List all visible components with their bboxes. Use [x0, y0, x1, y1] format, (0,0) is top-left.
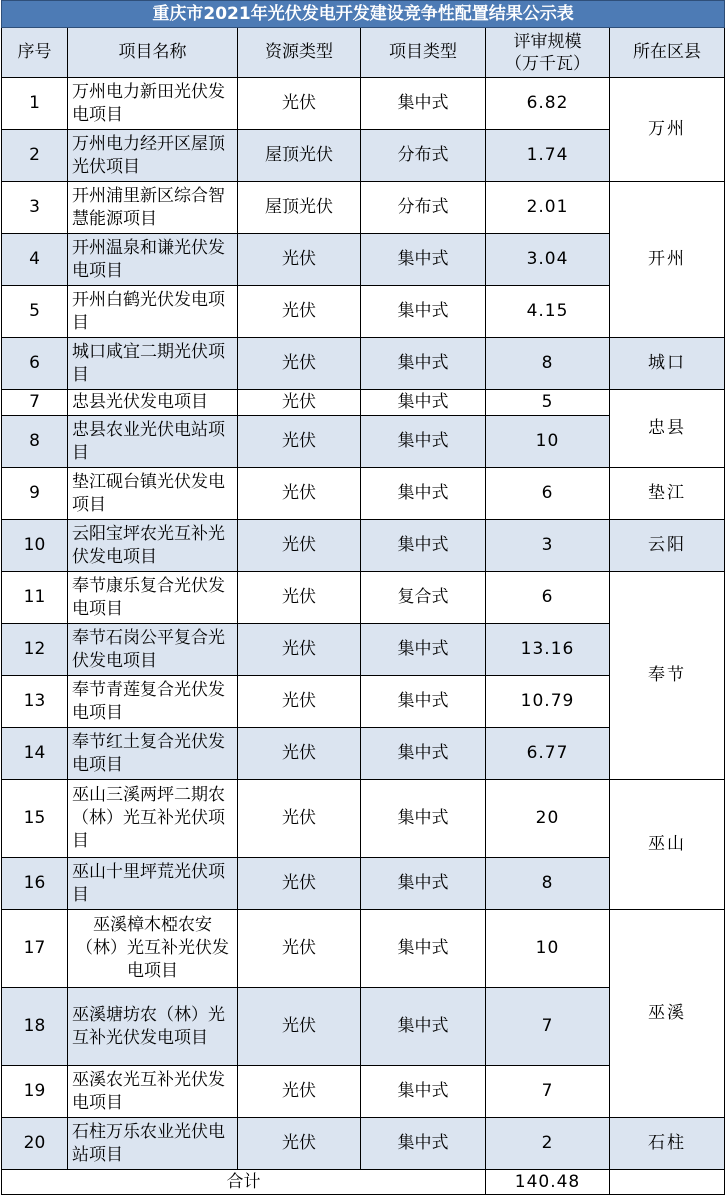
project-type: 集中式 — [361, 78, 486, 130]
project-type: 集中式 — [361, 1066, 486, 1118]
row-number: 2 — [2, 130, 68, 182]
resource-type: 光伏 — [238, 572, 361, 624]
table-row — [2, 338, 725, 390]
header-type: 项目类型 — [361, 28, 486, 78]
resource-type: 光伏 — [238, 390, 361, 416]
resource-type: 光伏 — [238, 910, 361, 988]
project-name: 巫山三溪两坪二期农（林）光互补光伏项目 — [68, 780, 238, 858]
project-name: 巫溪农光互补光伏发电项目 — [68, 1066, 238, 1118]
project-type: 集中式 — [361, 390, 486, 416]
table-row — [2, 182, 725, 234]
district-cell: 垫江 — [610, 468, 725, 520]
project-type: 集中式 — [361, 286, 486, 338]
project-type: 集中式 — [361, 234, 486, 286]
row-number: 1 — [2, 78, 68, 130]
project-name: 开州白鹤光伏发电项目 — [68, 286, 238, 338]
project-name: 巫溪樟木椏农安（林）光互补光伏发电项目 — [68, 910, 238, 988]
project-name: 奉节青莲复合光伏发电项目 — [68, 676, 238, 728]
resource-type: 光伏 — [238, 338, 361, 390]
row-number: 6 — [2, 338, 68, 390]
review-scale: 10 — [486, 910, 610, 988]
resource-type: 光伏 — [238, 988, 361, 1066]
resource-type: 光伏 — [238, 676, 361, 728]
resource-type: 光伏 — [238, 780, 361, 858]
row-number: 13 — [2, 676, 68, 728]
project-type: 集中式 — [361, 780, 486, 858]
table-row — [2, 78, 725, 130]
project-type: 集中式 — [361, 676, 486, 728]
row-number: 7 — [2, 390, 68, 416]
resource-type: 光伏 — [238, 468, 361, 520]
project-name: 忠县光伏发电项目 — [68, 390, 238, 416]
table-row — [2, 910, 725, 988]
table-row — [2, 520, 725, 572]
district-cell: 万州 — [610, 78, 725, 182]
header-district: 所在区县 — [610, 28, 725, 78]
resource-type: 光伏 — [238, 728, 361, 780]
table-row — [2, 1118, 725, 1170]
result-table-wrapper — [1, 0, 724, 1195]
review-scale: 5 — [486, 390, 610, 416]
row-number: 3 — [2, 182, 68, 234]
district-cell: 石柱 — [610, 1118, 725, 1170]
project-name: 云阳宝坪农光互补光伏发电项目 — [68, 520, 238, 572]
project-type: 集中式 — [361, 728, 486, 780]
review-scale: 2.01 — [486, 182, 610, 234]
project-type: 复合式 — [361, 572, 486, 624]
project-type: 集中式 — [361, 624, 486, 676]
review-scale: 20 — [486, 780, 610, 858]
project-name: 巫山十里坪荒光伏项目 — [68, 858, 238, 910]
review-scale: 10 — [486, 416, 610, 468]
row-number: 18 — [2, 988, 68, 1066]
row-number: 17 — [2, 910, 68, 988]
row-number: 8 — [2, 416, 68, 468]
row-number: 11 — [2, 572, 68, 624]
table-row — [2, 390, 725, 416]
district-cell: 云阳 — [610, 520, 725, 572]
project-type: 集中式 — [361, 858, 486, 910]
district-cell: 忠县 — [610, 390, 725, 468]
project-name: 奉节石岗公平复合光伏发电项目 — [68, 624, 238, 676]
project-name: 万州电力新田光伏发电项目 — [68, 78, 238, 130]
row-number: 5 — [2, 286, 68, 338]
header-no: 序号 — [2, 28, 68, 78]
row-number: 10 — [2, 520, 68, 572]
resource-type: 光伏 — [238, 78, 361, 130]
review-scale: 8 — [486, 338, 610, 390]
header-name: 项目名称 — [68, 28, 238, 78]
resource-type: 光伏 — [238, 858, 361, 910]
review-scale: 6 — [486, 572, 610, 624]
project-type: 集中式 — [361, 1118, 486, 1170]
resource-type: 光伏 — [238, 1066, 361, 1118]
total-value: 140.48 — [486, 1170, 610, 1195]
row-number: 16 — [2, 858, 68, 910]
total-row — [2, 1170, 725, 1195]
project-name: 巫溪塘坊农（林）光互补光伏发电项目 — [68, 988, 238, 1066]
project-type: 集中式 — [361, 416, 486, 468]
project-name: 垫江砚台镇光伏发电项目 — [68, 468, 238, 520]
table-row — [2, 468, 725, 520]
resource-type: 屋顶光伏 — [238, 130, 361, 182]
project-type: 分布式 — [361, 130, 486, 182]
project-name: 城口咸宜二期光伏项目 — [68, 338, 238, 390]
review-scale: 1.74 — [486, 130, 610, 182]
review-scale: 10.79 — [486, 676, 610, 728]
review-scale: 2 — [486, 1118, 610, 1170]
project-name: 奉节红土复合光伏发电项目 — [68, 728, 238, 780]
review-scale: 7 — [486, 988, 610, 1066]
row-number: 20 — [2, 1118, 68, 1170]
resource-type: 屋顶光伏 — [238, 182, 361, 234]
header-row — [2, 28, 725, 78]
header-resource: 资源类型 — [238, 28, 361, 78]
total-label: 合计 — [2, 1170, 486, 1195]
district-cell: 城口 — [610, 338, 725, 390]
project-type: 分布式 — [361, 182, 486, 234]
resource-type: 光伏 — [238, 624, 361, 676]
resource-type: 光伏 — [238, 416, 361, 468]
review-scale: 3.04 — [486, 234, 610, 286]
table-title: 重庆市2021年光伏发电开发建设竞争性配置结果公示表 — [2, 1, 725, 28]
total-empty-cell — [610, 1170, 725, 1195]
review-scale: 6.82 — [486, 78, 610, 130]
table-row — [2, 572, 725, 624]
project-type: 集中式 — [361, 520, 486, 572]
row-number: 14 — [2, 728, 68, 780]
project-type: 集中式 — [361, 910, 486, 988]
project-name: 忠县农业光伏电站项目 — [68, 416, 238, 468]
result-table — [1, 0, 725, 1195]
review-scale: 3 — [486, 520, 610, 572]
project-type: 集中式 — [361, 338, 486, 390]
project-type: 集中式 — [361, 988, 486, 1066]
review-scale: 13.16 — [486, 624, 610, 676]
resource-type: 光伏 — [238, 234, 361, 286]
district-cell: 巫溪 — [610, 910, 725, 1118]
row-number: 12 — [2, 624, 68, 676]
review-scale: 7 — [486, 1066, 610, 1118]
header-scale: 评审规模 （万千瓦） — [486, 28, 610, 78]
project-type: 集中式 — [361, 468, 486, 520]
district-cell: 巫山 — [610, 780, 725, 910]
row-number: 15 — [2, 780, 68, 858]
resource-type: 光伏 — [238, 286, 361, 338]
project-name: 奉节康乐复合光伏发电项目 — [68, 572, 238, 624]
review-scale: 8 — [486, 858, 610, 910]
row-number: 4 — [2, 234, 68, 286]
row-number: 9 — [2, 468, 68, 520]
table-row — [2, 780, 725, 858]
row-number: 19 — [2, 1066, 68, 1118]
project-name: 开州浦里新区综合智慧能源项目 — [68, 182, 238, 234]
review-scale: 6 — [486, 468, 610, 520]
project-name: 石柱万乐农业光伏电站项目 — [68, 1118, 238, 1170]
resource-type: 光伏 — [238, 520, 361, 572]
project-name: 开州温泉和谦光伏发电项目 — [68, 234, 238, 286]
district-cell: 开州 — [610, 182, 725, 338]
district-cell: 奉节 — [610, 572, 725, 780]
resource-type: 光伏 — [238, 1118, 361, 1170]
review-scale: 6.77 — [486, 728, 610, 780]
project-name: 万州电力经开区屋顶光伏项目 — [68, 130, 238, 182]
review-scale: 4.15 — [486, 286, 610, 338]
